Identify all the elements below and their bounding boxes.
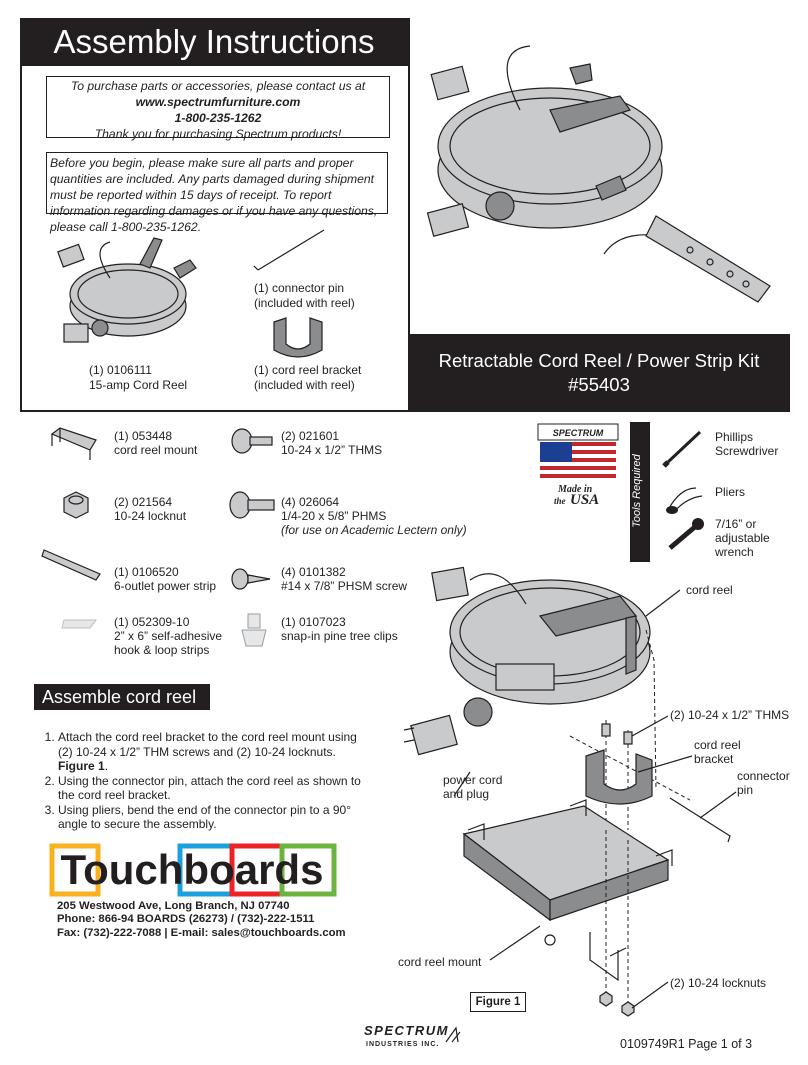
- step-1-end: .: [104, 759, 109, 773]
- tool-3: 7/16” or adjustable wrench: [715, 517, 770, 559]
- callout-mount: cord reel mount: [398, 955, 482, 969]
- frame-left-rule: [20, 66, 22, 410]
- frame-divider-horizontal: [20, 410, 790, 412]
- step-3: 3. Using pliers, bend the end of the connector pin to a 90° angle to secure the assembly.: [58, 803, 368, 832]
- contact-line: To purchase parts or accessories, please contact us at: [70, 79, 366, 93]
- pin-note: (included with reel): [254, 295, 355, 310]
- pliers-icon: [666, 488, 702, 514]
- callout-thms: (2) 10-24 x 1/2” THMS: [670, 708, 790, 722]
- made-in-usa-badge: [536, 422, 620, 508]
- tools-label: Tools Required: [631, 454, 643, 528]
- section-title: Assemble cord reel: [34, 684, 210, 710]
- part-qty: (4) 0101382: [281, 565, 346, 579]
- mount-icon: [46, 424, 106, 464]
- power-strip-icon: [40, 542, 110, 582]
- screw-icon: [230, 566, 274, 592]
- us-flag-icon: [540, 442, 616, 478]
- screw-icon: [228, 488, 276, 522]
- contact-thanks: Thank you for purchasing Spectrum products!: [94, 127, 342, 141]
- dealer-phone: Phone: 866-94 BOARDS (26273) / (732)-222-1511: [57, 913, 315, 926]
- clip-icon: [238, 610, 272, 652]
- part-name: 10-24 locknut: [114, 509, 187, 523]
- callout-locknuts: (2) 10-24 locknuts: [670, 976, 767, 990]
- notice-text: Before you begin, please make sure all parts and proper quantities are included. Any parts damaged during shipment must be reported within 15 days of receipt. To report information regarding damages or if you have any questions, please call 1-800-235-1262.: [50, 156, 378, 234]
- part-8: [281, 615, 398, 643]
- part-name: 2” x 6” self-adhesive: [114, 629, 223, 643]
- pin-qty: (1) connector pin: [254, 281, 345, 295]
- pin-caption: [254, 281, 394, 310]
- reel-qty: (1) 0106111: [89, 363, 152, 377]
- part-name: 10-24 x 1/2” THMS: [281, 443, 383, 457]
- contact-website[interactable]: www.spectrumfurniture.com: [135, 95, 301, 109]
- hero-reel-illustration: [420, 40, 780, 320]
- contact-phone: 1-800-235-1262: [174, 111, 262, 125]
- callout-bracket: cord reel bracket: [694, 738, 741, 766]
- part-qty: (1) 0107023: [281, 615, 346, 629]
- footer-doc-id: 0109749R1 Page 1 of 3: [620, 1037, 753, 1051]
- part-qty: (1) 0106520: [114, 565, 179, 579]
- badge-the: the: [554, 496, 566, 506]
- dealer-info: [57, 900, 346, 940]
- wrench-icon: [670, 518, 704, 548]
- spectrum-footer-logo: [360, 1022, 470, 1052]
- reel-caption: [89, 363, 219, 392]
- part-5: [114, 565, 216, 593]
- kit-number: #55403: [568, 374, 630, 395]
- part-name: 6-outlet power strip: [114, 579, 217, 593]
- touchboards-logo: [42, 840, 342, 900]
- badge-made: Made in: [558, 484, 593, 495]
- locknut-icon: [58, 488, 94, 522]
- part-name: #14 x 7/8” PHSM screw: [281, 579, 408, 593]
- reel-bracket-illustration: [268, 314, 328, 362]
- part-qty: (1) 053448: [114, 429, 173, 443]
- part-6: [281, 565, 407, 593]
- part-4: [281, 495, 467, 537]
- dealer-fax: Fax: (732)-222-7088 | E-mail: sales@touchboards.com: [57, 926, 346, 939]
- part-name: cord reel mount: [114, 443, 198, 457]
- page-title: Assembly Instructions: [20, 18, 408, 66]
- step-1: [58, 730, 368, 774]
- connector-pin-illustration: [250, 226, 330, 276]
- part-qty: (2) 021564: [114, 495, 173, 509]
- bracket-note: (included with reel): [254, 377, 355, 392]
- badge-usa: USA: [570, 492, 600, 508]
- logo-text: Touchboards: [60, 846, 324, 893]
- kit-title: Retractable Cord Reel / Power Strip Kit: [438, 350, 760, 371]
- tool-2: Pliers: [715, 485, 746, 499]
- callout-power-cord: power cord and plug: [443, 773, 503, 801]
- footer-brand: SPECTRUM: [364, 1023, 449, 1038]
- part-2: [281, 429, 382, 457]
- bracket-qty: (1) cord reel bracket: [254, 363, 362, 377]
- step-1-text: Attach the cord reel bracket to the cord reel mount using (2) 10-24 x 1/2” THM screws and (2) 10-24 locknuts.: [58, 730, 357, 759]
- part-1: [114, 429, 197, 457]
- figure-label: Figure 1: [470, 992, 526, 1012]
- part-name: snap-in pine tree clips: [281, 629, 398, 643]
- badge-brand: SPECTRUM: [552, 428, 604, 438]
- part-name: 1/4-20 x 5/8” PHMS: [281, 509, 387, 523]
- frame-corner: [408, 18, 410, 19]
- part-qty: (2) 021601: [281, 429, 340, 443]
- screwdriver-icon: [664, 432, 700, 466]
- part-qty: (4) 026064: [281, 495, 340, 509]
- footer-sub: INDUSTRIES INC.: [366, 1041, 440, 1048]
- part-3: [114, 495, 186, 523]
- contact-box: [46, 76, 390, 141]
- dealer-address: 205 Westwood Ave, Long Branch, NJ 07740: [57, 900, 290, 912]
- assembly-steps: [36, 730, 368, 832]
- bracket-caption: [254, 363, 394, 392]
- part-name-2: hook & loop strips: [114, 643, 210, 657]
- step-2: 2. Using the connector pin, attach the cord reel as shown to the cord reel bracket.: [58, 774, 368, 803]
- part-note: (for use on Academic Lectern only): [281, 523, 467, 537]
- part-7: [114, 615, 222, 657]
- part-qty: (1) 052309-10: [114, 615, 190, 629]
- step-1-figure-ref: Figure 1: [58, 759, 105, 773]
- callout-pin: connector pin: [737, 769, 790, 797]
- kit-title-bar: [408, 334, 790, 410]
- cord-reel-small-illustration: [50, 228, 210, 358]
- tools-illustrations: [660, 426, 710, 556]
- screw-icon: [230, 426, 274, 456]
- strip-icon: [60, 614, 104, 634]
- callout-cord-reel: cord reel: [686, 583, 733, 597]
- tool-1: Phillips Screwdriver: [715, 430, 779, 458]
- reel-name: 15-amp Cord Reel: [89, 377, 188, 392]
- notice-box: [46, 152, 388, 234]
